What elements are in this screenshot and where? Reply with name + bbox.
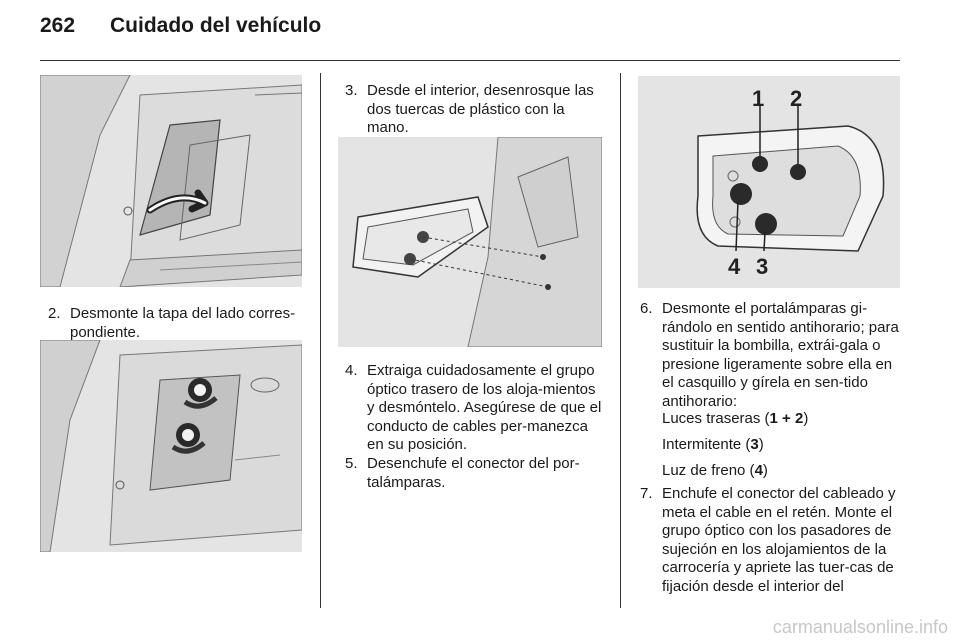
bulb-code: 1 + 2 — [769, 410, 804, 427]
bulb-label: Luz de freno ( — [662, 462, 755, 479]
step-3 — [345, 82, 607, 138]
step-number: 7. — [640, 485, 653, 502]
step-text: Enchufe el conector del cableado y meta el cable en el retén. Monte el grupo óptico con los pasadores de sujeción en los alojamientos de la carrocería y apriete las tuer-cas de fijación desde el interior del — [662, 485, 896, 595]
bulb-close: ) — [762, 462, 768, 479]
bulb-3 — [755, 213, 777, 235]
label-4: 4 — [728, 254, 741, 279]
step-7 — [640, 485, 902, 596]
label-2: 2 — [790, 86, 803, 111]
bulb-item-tail — [662, 410, 808, 429]
step-4 — [345, 362, 607, 455]
bulb-item-indicator — [662, 436, 764, 455]
column-divider-1 — [320, 73, 321, 608]
label-1: 1 — [752, 86, 765, 111]
lamp-holder-illustration — [638, 76, 900, 288]
step-text: Extraiga cuidadosamente el grupo óptico trasero de los aloja-mientos y desmóntelo. Asegúrese de que el conducto de cables per-manezca en su posición. — [367, 362, 602, 453]
step-number: 5. — [345, 455, 358, 472]
label-3: 3 — [756, 254, 769, 279]
bulb-4 — [730, 183, 752, 205]
bulb-code: 3 — [750, 436, 759, 453]
step-text: Desenchufe el conector del por-talámparas. — [367, 455, 580, 491]
page-header — [40, 14, 321, 38]
bulb-code: 4 — [754, 462, 763, 479]
step-6 — [640, 300, 902, 411]
step-text: Desmonte el portalámparas gi-rándolo en sentido antihorario; para sustituir la bombilla, extrái-gala o presione ligeramente sobre ella en el casquillo y gírela en sen-tido antihorario: — [662, 300, 899, 410]
figure-lamp-removal — [338, 137, 602, 347]
lamp-removal-illustration — [338, 137, 602, 347]
column-divider-2 — [620, 73, 621, 608]
trunk-cover-illustration — [40, 75, 302, 287]
step-number: 4. — [345, 362, 358, 379]
bulb-label: Luces traseras ( — [662, 410, 770, 427]
figure-trunk-cover — [40, 75, 302, 287]
bulb-close: ) — [758, 436, 764, 453]
step-5 — [345, 455, 607, 492]
header-divider — [40, 60, 900, 61]
watermark: carmanualsonline.info — [772, 617, 948, 637]
page-number: 262 — [40, 14, 76, 37]
step-number: 2. — [48, 305, 61, 322]
page-title: Cuidado del vehículo — [110, 14, 322, 37]
step-number: 6. — [640, 300, 653, 317]
step-number: 3. — [345, 82, 358, 99]
figure-plastic-nuts — [40, 340, 302, 552]
step-2 — [48, 305, 306, 342]
bulb-1 — [752, 156, 768, 172]
step-text: Desmonte la tapa del lado corres-pondiente. — [70, 305, 296, 341]
step-text: Desde el interior, desenrosque las dos tuercas de plástico con la mano. — [367, 82, 594, 136]
figure-lamp-holder — [638, 76, 900, 288]
plastic-nuts-illustration — [40, 340, 302, 552]
bulb-close: ) — [803, 410, 809, 427]
bulb-label: Intermitente ( — [662, 436, 751, 453]
bulb-item-brake — [662, 462, 768, 481]
bulb-2 — [790, 164, 806, 180]
